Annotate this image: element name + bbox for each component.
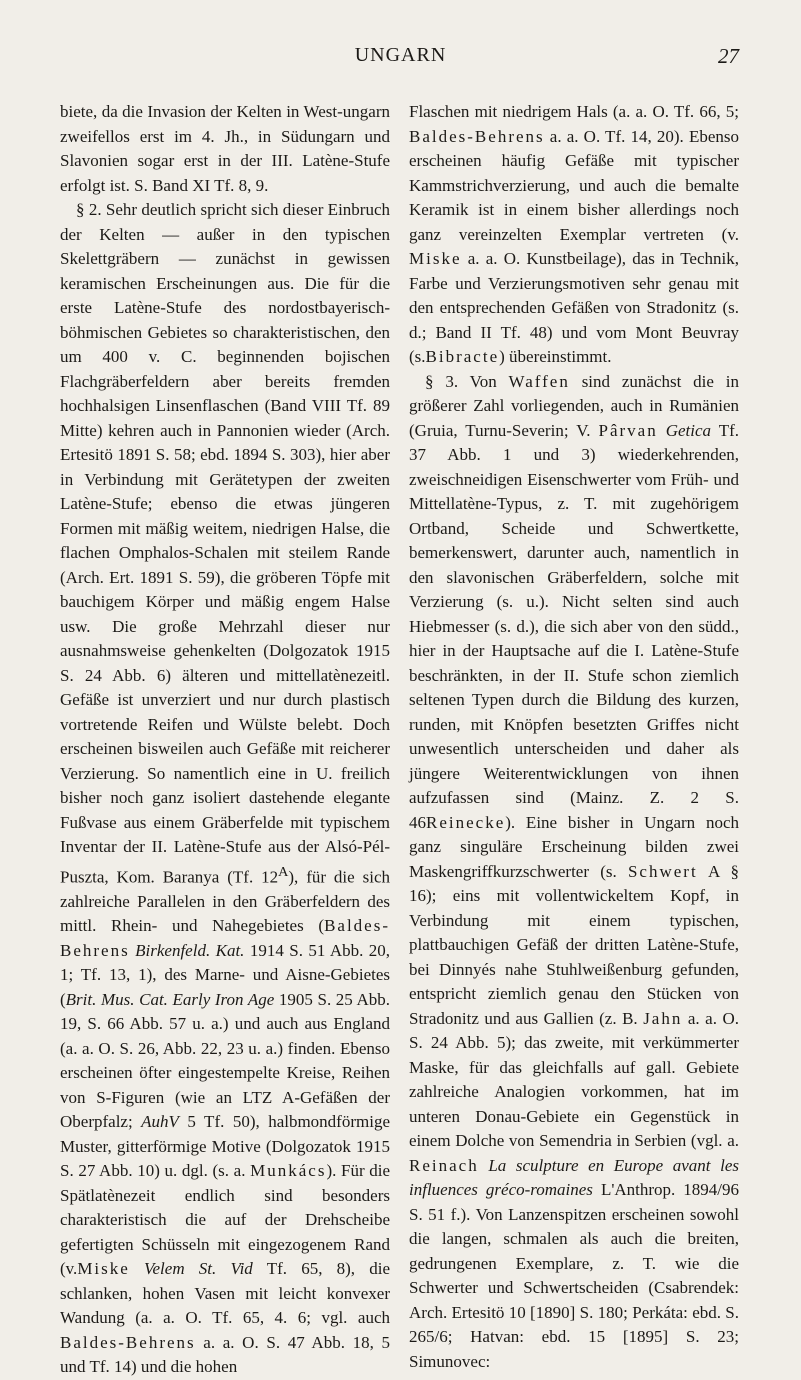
paragraph-continuation: biete, da die Invasion der Kelten in West-ungarn zweifellos erst im 4. Jh., in Südungarn und Slavonien sogar erst in der III. Latène-Stufe erfolgt ist. S. Band XI Tf. 8, 9. <box>60 102 390 195</box>
paragraph-continuation: Flaschen mit niedrigem Hals (a. a. O. Tf. 66, 5; Baldes-Behrens a. a. O. Tf. 14, 20). Ebenso erscheinen häufig Gefäße mit typischer Kammstrichverzierung, und auch die bemalte Keramik ist in einem bisher allerdings noch ganz vereinzelten Exemplar vertreten (v. Miske a. a. O. Kunstbeilage), das in Technik, Farbe und Verzierungsmotiven sehr genau mit den entsprechenden Gefäßen von Stradonitz (s. d.; Band II Tf. 48) und vom Mont Beuvray (s.Bibracte) übereinstimmt. <box>409 102 740 366</box>
paragraph-section-2: § 2. Sehr deutlich spricht sich dieser Einbruch der Kelten — außer in den typischen Skelettgräbern — zunächst in gewissen keramischen Erscheinungen aus. Die für die erste Latène-Stufe des nordostbayerisch-böhmischen Gebietes so charakteristischen, den um 400 v. C. beginnenden bojischen Flachgräberfeldern aber bereits fremden hochhalsigen Linsenflaschen (Band VIII Tf. 89 Mitte) kehren auch in Pannonien wieder (Arch. Ertesitö 1891 S. 58; ebd. 1894 S. 303), hier aber in Verbindung mit Gerätetypen der zweiten Latène-Stufe; ebenso die etwas jüngeren Formen mit mäßig weitem, niedrigen Halse, die flachen Omphalos-Schalen mit steilem Rande (Arch. Ert. 1891 S. 59), die gröberen Töpfe mit bauchigem Körper und mäßig engem Halse usw. Die große Mehrzahl dieser nur ausnahmsweise gehenkelten (Dolgozatok 1915 S. 24 Abb. 6) älteren und mittellatènezeitl. Gefäße ist unverziert und nur durch plastisch vortretende Reifen und Wülste belebt. Doch erscheinen bisweilen auch Gefäße mit reicherer Verzierung. So namentlich eine in U. freilich bisher noch ganz isoliert dastehende elegante Fußvase aus einem Gräberfelde mit typischem Inventar der II. Latène-Stufe aus der Alsó-Pél-Puszta, Kom. Baranya (Tf. $12^A$), für die sich zahlreiche Parallelen in den Gräberfeldern des mittl. Rhein- und Nahegebietes (Baldes-Behrens Birkenfeld. Kat. 1914 S. 51 Abb. 20, 1; Tf. 13, 1), des Marne- und Aisne-Gebietes (Brit. Mus. Cat. Early Iron Age 1905 S. 25 Abb. 19, S. 66 Abb. 57 u. a.) und auch aus England (a. a. O. S. 26, Abb. 22, 23 u. a.) finden. Ebenso erscheinen öfter eingestempelte Kreise, Reihen von S-Figuren (wie an LTZ A-Gefäßen der Oberpfalz; AuhV 5 Tf. 50), halbmondförmige Muster, gitterförmige Motive (Dolgozatok 1915 S. 27 Abb. 10) u. dgl. (s. a. Munkács). Für die Spätlatènezeit endlich sind besonders charakteristisch die auf der Drehscheibe gefertigten Schüsseln mit eingezogenem Rand (v.Miske Velem St. Vid Tf. 65, 8), die schlanken, hohen Vasen mit leicht konvexer Wandung (a. a. O. Tf. 65, 4. 6; vgl. auch Baldes-Behrens a. a. O. S. 47 Abb. 18, 5 und Tf. 14) und die hohen <box>60 200 391 1377</box>
page-number: 27 <box>718 44 739 68</box>
running-head: UNGARN <box>354 44 447 66</box>
paragraph-section-3: § 3. Von Waffen sind zunächst die in größerer Zahl vorliegenden, auch in Rumänien (Gruia, Turnu-Severin; V. Pârvan Getica Tf. 37 Abb. 1 und 3) wiederkehrenden, zweischneidigen Eisenschwerter vom Früh- und Mittellatène-Typus, z. T. mit zugehörigem Ortband, Scheide und Schwertkette, bemerkenswert, darunter auch, namentlich in den slavonischen Gräberfeldern, solche mit Verzierung (s. u.). Nicht selten sind auch Hiebmesser (s. d.), die sich aber von den südd., hier in der Hauptsache auf die I. Latène-Stufe beschränkten, in der II. Stufe schon ziemlich seltenen Typen durch die Bildung des kurzen, runden, mit Knöpfen besetzten Griffes nicht unwesentlich unterscheiden und daher als jüngere Weiterentwicklungen von ihnen aufzufassen sind (Mainz. Z. 2 S. 46Reinecke). Eine bisher in Ungarn noch ganz singuläre Erscheinung bilden zwei Maskengriffkurzschwerter (s. Schwert A § 16); eins mit vollentwickeltem Kopf, in Verbindung mit einem typischen, plattbauchigen Gefäß der dritten Latène-Stufe, bei Dinnyés nahe Stuhlweißenburg gefunden, entspricht ziemlich genau den Stücken von Stradonitz und aus Gallien (z. B. Jahn a. a. O. S. 24 Abb. 5); das zweite, mit verkümmerter Maske, für das gleichfalls auf gall. Gebiete zahlreiche Analogien vorkommen, hat im unteren Donau-Gebiete ein Gegenstück in einem Dolche von Semendria in Serbien (vgl. a. Reinach La sculpture en Europe avant les influences gréco-romaines L'Anthrop. 1894/96 S. 51 f.). Von Lanzenspitzen erscheinen sowohl die langen, schmalen als auch die breiten, gedrungenen Exemplare, z. T. wie die Schwerter und Schwertscheiden (Csabrendek: Arch. Ertesitö 10 [1890] S. 180; Perkáta: ebd. S. 265/6; Hatvan: ebd. 15 [1895] S. 23; Simunovec: <box>409 371 740 1371</box>
right-column <box>409 100 739 1374</box>
left-column <box>60 100 390 1380</box>
page-header <box>0 0 801 80</box>
